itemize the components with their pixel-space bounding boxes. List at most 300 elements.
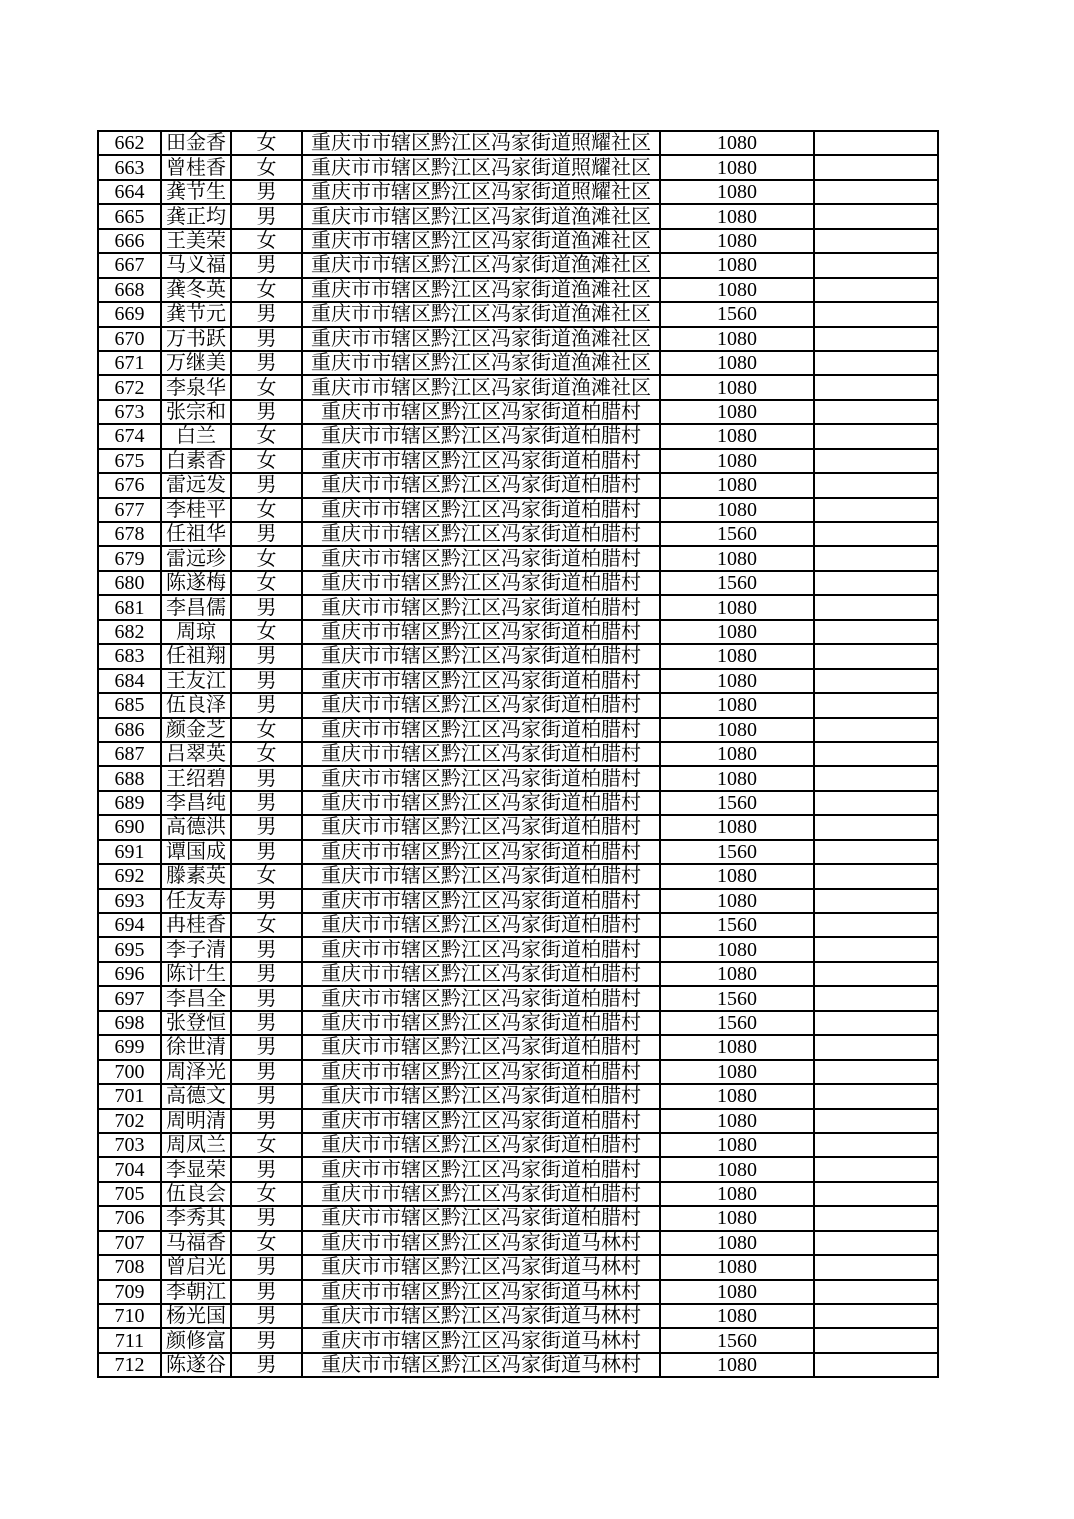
table-row [98,1328,938,1352]
name-cell: 马福香 [161,1231,231,1255]
name-cell: 伍良会 [161,1182,231,1206]
amount-cell: 1080 [660,498,814,522]
name-cell: 滕素英 [161,864,231,888]
table-row [98,1182,938,1206]
gender-cell: 女 [231,913,302,937]
address-cell: 重庆市市辖区黔江区冯家街道柏腊村 [302,546,660,570]
name-cell: 李秀其 [161,1206,231,1230]
note-cell [814,375,938,399]
gender-cell: 男 [231,1255,302,1279]
note-cell [814,546,938,570]
name-cell: 冉桂香 [161,913,231,937]
row-id-cell: 670 [98,327,161,351]
name-cell: 王美荣 [161,229,231,253]
row-id-cell: 710 [98,1304,161,1328]
amount-cell: 1560 [660,913,814,937]
note-cell [814,1157,938,1181]
address-cell: 重庆市市辖区黔江区冯家街道渔滩社区 [302,229,660,253]
amount-cell: 1080 [660,278,814,302]
row-id-cell: 671 [98,351,161,375]
name-cell: 颜修富 [161,1328,231,1352]
row-id-cell: 699 [98,1035,161,1059]
table-row [98,864,938,888]
note-cell [814,864,938,888]
table-row [98,424,938,448]
name-cell: 颜金芝 [161,718,231,742]
address-cell: 重庆市市辖区黔江区冯家街道马林村 [302,1304,660,1328]
gender-cell: 男 [231,1011,302,1035]
amount-cell: 1560 [660,571,814,595]
amount-cell: 1080 [660,1182,814,1206]
note-cell [814,766,938,790]
amount-cell: 1080 [660,375,814,399]
table-row [98,815,938,839]
row-id-cell: 662 [98,131,161,155]
row-id-cell: 675 [98,449,161,473]
name-cell: 万继美 [161,351,231,375]
address-cell: 重庆市市辖区黔江区冯家街道柏腊村 [302,815,660,839]
note-cell [814,1084,938,1108]
name-cell: 谭国成 [161,840,231,864]
note-cell [814,742,938,766]
address-cell: 重庆市市辖区黔江区冯家街道柏腊村 [302,669,660,693]
table-row [98,693,938,717]
row-id-cell: 691 [98,840,161,864]
amount-cell: 1080 [660,155,814,179]
table-row [98,1231,938,1255]
amount-cell: 1080 [660,766,814,790]
amount-cell: 1080 [660,669,814,693]
amount-cell: 1080 [660,204,814,228]
table-row [98,1353,938,1377]
note-cell [814,1255,938,1279]
row-id-cell: 687 [98,742,161,766]
gender-cell: 男 [231,327,302,351]
amount-cell: 1560 [660,522,814,546]
name-cell: 白兰 [161,424,231,448]
name-cell: 曾启光 [161,1255,231,1279]
table-row [98,742,938,766]
name-cell: 张宗和 [161,400,231,424]
address-cell: 重庆市市辖区黔江区冯家街道柏腊村 [302,1157,660,1181]
name-cell: 任祖华 [161,522,231,546]
name-cell: 陈遂梅 [161,571,231,595]
amount-cell: 1560 [660,986,814,1010]
table-row [98,595,938,619]
note-cell [814,571,938,595]
records-table [97,130,939,1378]
gender-cell: 女 [231,1133,302,1157]
row-id-cell: 700 [98,1060,161,1084]
table-row [98,1304,938,1328]
table-row [98,351,938,375]
name-cell: 杨光国 [161,1304,231,1328]
note-cell [814,1304,938,1328]
note-cell [814,1035,938,1059]
table-row [98,546,938,570]
note-cell [814,693,938,717]
table-row [98,840,938,864]
gender-cell: 男 [231,693,302,717]
note-cell [814,424,938,448]
gender-cell: 男 [231,253,302,277]
address-cell: 重庆市市辖区黔江区冯家街道柏腊村 [302,473,660,497]
name-cell: 王友江 [161,669,231,693]
row-id-cell: 673 [98,400,161,424]
table-row [98,327,938,351]
gender-cell: 男 [231,522,302,546]
table-row [98,1084,938,1108]
table-row [98,278,938,302]
address-cell: 重庆市市辖区黔江区冯家街道柏腊村 [302,1206,660,1230]
table-row [98,1280,938,1304]
row-id-cell: 674 [98,424,161,448]
address-cell: 重庆市市辖区黔江区冯家街道马林村 [302,1231,660,1255]
name-cell: 李朝江 [161,1280,231,1304]
amount-cell: 1080 [660,180,814,204]
gender-cell: 女 [231,229,302,253]
table-row [98,522,938,546]
gender-cell: 女 [231,620,302,644]
row-id-cell: 696 [98,962,161,986]
amount-cell: 1080 [660,546,814,570]
row-id-cell: 682 [98,620,161,644]
address-cell: 重庆市市辖区黔江区冯家街道柏腊村 [302,693,660,717]
name-cell: 龚节元 [161,302,231,326]
row-id-cell: 672 [98,375,161,399]
gender-cell: 男 [231,937,302,961]
note-cell [814,522,938,546]
gender-cell: 女 [231,1182,302,1206]
table-row [98,1060,938,1084]
address-cell: 重庆市市辖区黔江区冯家街道照耀社区 [302,180,660,204]
note-cell [814,1353,938,1377]
amount-cell: 1080 [660,424,814,448]
address-cell: 重庆市市辖区黔江区冯家街道柏腊村 [302,1060,660,1084]
note-cell [814,669,938,693]
amount-cell: 1080 [660,1206,814,1230]
name-cell: 张登恒 [161,1011,231,1035]
gender-cell: 男 [231,473,302,497]
row-id-cell: 688 [98,766,161,790]
row-id-cell: 692 [98,864,161,888]
note-cell [814,180,938,204]
row-id-cell: 686 [98,718,161,742]
note-cell [814,962,938,986]
amount-cell: 1080 [660,620,814,644]
table-row [98,1109,938,1133]
note-cell [814,791,938,815]
name-cell: 任友寿 [161,889,231,913]
row-id-cell: 669 [98,302,161,326]
amount-cell: 1080 [660,1304,814,1328]
address-cell: 重庆市市辖区黔江区冯家街道柏腊村 [302,424,660,448]
amount-cell: 1080 [660,1231,814,1255]
row-id-cell: 679 [98,546,161,570]
address-cell: 重庆市市辖区黔江区冯家街道渔滩社区 [302,253,660,277]
name-cell: 李昌儒 [161,595,231,619]
amount-cell: 1080 [660,889,814,913]
note-cell [814,889,938,913]
address-cell: 重庆市市辖区黔江区冯家街道柏腊村 [302,1133,660,1157]
row-id-cell: 676 [98,473,161,497]
note-cell [814,840,938,864]
gender-cell: 女 [231,1231,302,1255]
note-cell [814,1206,938,1230]
gender-cell: 男 [231,351,302,375]
gender-cell: 女 [231,571,302,595]
name-cell: 徐世清 [161,1035,231,1059]
address-cell: 重庆市市辖区黔江区冯家街道照耀社区 [302,155,660,179]
address-cell: 重庆市市辖区黔江区冯家街道渔滩社区 [302,302,660,326]
gender-cell: 男 [231,180,302,204]
row-id-cell: 711 [98,1328,161,1352]
amount-cell: 1080 [660,1084,814,1108]
gender-cell: 男 [231,1353,302,1377]
name-cell: 万书跃 [161,327,231,351]
table-sheet [97,130,939,1378]
note-cell [814,815,938,839]
note-cell [814,327,938,351]
name-cell: 李昌全 [161,986,231,1010]
gender-cell: 男 [231,962,302,986]
note-cell [814,498,938,522]
table-row [98,1255,938,1279]
table-row [98,889,938,913]
name-cell: 周凤兰 [161,1133,231,1157]
table-row [98,302,938,326]
row-id-cell: 704 [98,1157,161,1181]
row-id-cell: 677 [98,498,161,522]
note-cell [814,204,938,228]
row-id-cell: 680 [98,571,161,595]
table-row [98,766,938,790]
row-id-cell: 712 [98,1353,161,1377]
table-row [98,1133,938,1157]
note-cell [814,1011,938,1035]
row-id-cell: 693 [98,889,161,913]
gender-cell: 男 [231,1280,302,1304]
amount-cell: 1080 [660,644,814,668]
name-cell: 周泽光 [161,1060,231,1084]
table-row [98,937,938,961]
name-cell: 陈遂谷 [161,1353,231,1377]
gender-cell: 男 [231,1304,302,1328]
gender-cell: 男 [231,595,302,619]
note-cell [814,131,938,155]
row-id-cell: 702 [98,1109,161,1133]
row-id-cell: 683 [98,644,161,668]
note-cell [814,1328,938,1352]
table-row [98,620,938,644]
amount-cell: 1080 [660,1035,814,1059]
gender-cell: 男 [231,400,302,424]
table-row [98,204,938,228]
note-cell [814,913,938,937]
note-cell [814,229,938,253]
amount-cell: 1080 [660,693,814,717]
table-row [98,962,938,986]
table-row [98,913,938,937]
name-cell: 雷远发 [161,473,231,497]
gender-cell: 男 [231,1035,302,1059]
table-row [98,253,938,277]
name-cell: 李子清 [161,937,231,961]
address-cell: 重庆市市辖区黔江区冯家街道马林村 [302,1353,660,1377]
address-cell: 重庆市市辖区黔江区冯家街道渔滩社区 [302,204,660,228]
table-row [98,1157,938,1181]
table-row [98,473,938,497]
amount-cell: 1080 [660,131,814,155]
name-cell: 白素香 [161,449,231,473]
gender-cell: 男 [231,302,302,326]
name-cell: 陈计生 [161,962,231,986]
address-cell: 重庆市市辖区黔江区冯家街道柏腊村 [302,840,660,864]
table-row [98,180,938,204]
row-id-cell: 668 [98,278,161,302]
address-cell: 重庆市市辖区黔江区冯家街道柏腊村 [302,913,660,937]
address-cell: 重庆市市辖区黔江区冯家街道柏腊村 [302,449,660,473]
address-cell: 重庆市市辖区黔江区冯家街道柏腊村 [302,718,660,742]
row-id-cell: 697 [98,986,161,1010]
records-table-body [98,131,938,1377]
gender-cell: 女 [231,498,302,522]
amount-cell: 1560 [660,791,814,815]
name-cell: 周明清 [161,1109,231,1133]
name-cell: 任祖翔 [161,644,231,668]
gender-cell: 女 [231,278,302,302]
row-id-cell: 689 [98,791,161,815]
row-id-cell: 701 [98,1084,161,1108]
amount-cell: 1080 [660,742,814,766]
note-cell [814,1060,938,1084]
table-row [98,1035,938,1059]
table-row [98,400,938,424]
gender-cell: 男 [231,889,302,913]
note-cell [814,449,938,473]
gender-cell: 男 [231,644,302,668]
row-id-cell: 667 [98,253,161,277]
name-cell: 周琼 [161,620,231,644]
note-cell [814,620,938,644]
note-cell [814,278,938,302]
gender-cell: 男 [231,1060,302,1084]
table-row [98,229,938,253]
gender-cell: 男 [231,1206,302,1230]
amount-cell: 1080 [660,400,814,424]
note-cell [814,1109,938,1133]
gender-cell: 女 [231,424,302,448]
row-id-cell: 708 [98,1255,161,1279]
gender-cell: 男 [231,840,302,864]
address-cell: 重庆市市辖区黔江区冯家街道渔滩社区 [302,375,660,399]
address-cell: 重庆市市辖区黔江区冯家街道柏腊村 [302,498,660,522]
amount-cell: 1080 [660,1255,814,1279]
table-row [98,498,938,522]
name-cell: 李泉华 [161,375,231,399]
note-cell [814,473,938,497]
gender-cell: 男 [231,1109,302,1133]
gender-cell: 男 [231,791,302,815]
table-row [98,986,938,1010]
row-id-cell: 685 [98,693,161,717]
name-cell: 龚节生 [161,180,231,204]
amount-cell: 1080 [660,1353,814,1377]
gender-cell: 女 [231,718,302,742]
name-cell: 李昌纯 [161,791,231,815]
table-row [98,644,938,668]
amount-cell: 1560 [660,302,814,326]
address-cell: 重庆市市辖区黔江区冯家街道柏腊村 [302,1011,660,1035]
amount-cell: 1080 [660,962,814,986]
address-cell: 重庆市市辖区黔江区冯家街道柏腊村 [302,962,660,986]
address-cell: 重庆市市辖区黔江区冯家街道柏腊村 [302,400,660,424]
amount-cell: 1080 [660,1109,814,1133]
gender-cell: 女 [231,546,302,570]
gender-cell: 女 [231,375,302,399]
amount-cell: 1080 [660,351,814,375]
row-id-cell: 664 [98,180,161,204]
row-id-cell: 705 [98,1182,161,1206]
amount-cell: 1080 [660,473,814,497]
name-cell: 雷远珍 [161,546,231,570]
name-cell: 曾桂香 [161,155,231,179]
row-id-cell: 690 [98,815,161,839]
address-cell: 重庆市市辖区黔江区冯家街道柏腊村 [302,595,660,619]
gender-cell: 男 [231,1084,302,1108]
amount-cell: 1080 [660,1280,814,1304]
table-row [98,669,938,693]
address-cell: 重庆市市辖区黔江区冯家街道柏腊村 [302,889,660,913]
gender-cell: 女 [231,864,302,888]
gender-cell: 男 [231,815,302,839]
note-cell [814,718,938,742]
note-cell [814,1182,938,1206]
address-cell: 重庆市市辖区黔江区冯家街道柏腊村 [302,1182,660,1206]
table-row [98,155,938,179]
gender-cell: 男 [231,986,302,1010]
address-cell: 重庆市市辖区黔江区冯家街道柏腊村 [302,986,660,1010]
note-cell [814,302,938,326]
amount-cell: 1080 [660,937,814,961]
table-row [98,718,938,742]
row-id-cell: 703 [98,1133,161,1157]
gender-cell: 男 [231,1328,302,1352]
address-cell: 重庆市市辖区黔江区冯家街道柏腊村 [302,766,660,790]
amount-cell: 1080 [660,1060,814,1084]
amount-cell: 1560 [660,840,814,864]
amount-cell: 1560 [660,1328,814,1352]
name-cell: 龚正均 [161,204,231,228]
amount-cell: 1080 [660,815,814,839]
name-cell: 高德洪 [161,815,231,839]
amount-cell: 1080 [660,718,814,742]
note-cell [814,1231,938,1255]
note-cell [814,1133,938,1157]
name-cell: 伍良泽 [161,693,231,717]
address-cell: 重庆市市辖区黔江区冯家街道柏腊村 [302,644,660,668]
amount-cell: 1080 [660,449,814,473]
address-cell: 重庆市市辖区黔江区冯家街道柏腊村 [302,864,660,888]
note-cell [814,595,938,619]
amount-cell: 1560 [660,1011,814,1035]
gender-cell: 女 [231,742,302,766]
name-cell: 龚冬英 [161,278,231,302]
row-id-cell: 678 [98,522,161,546]
name-cell: 马义福 [161,253,231,277]
note-cell [814,253,938,277]
note-cell [814,1280,938,1304]
